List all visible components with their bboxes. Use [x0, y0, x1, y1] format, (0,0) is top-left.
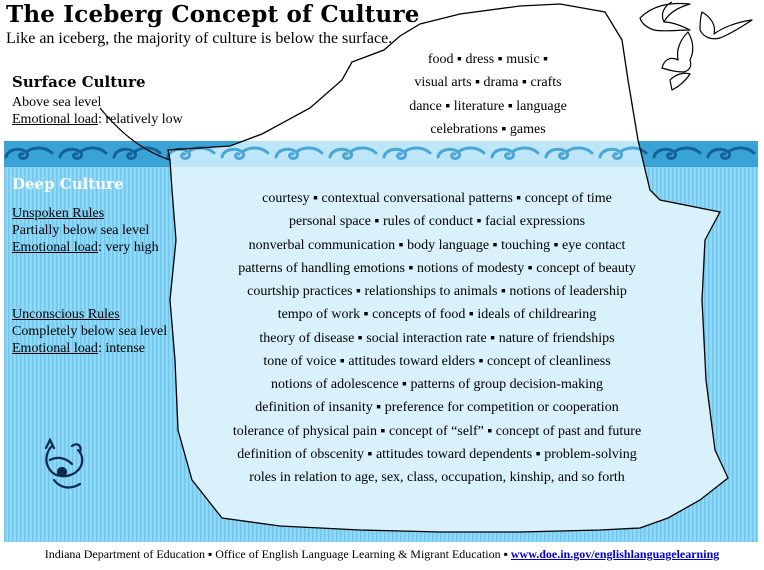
unspoken-level-text: Partially below sea level	[12, 223, 150, 238]
page-title: The Iceberg Concept of Culture	[6, 1, 420, 28]
deep-culture-heading: Deep Culture	[12, 175, 124, 193]
deep-item-row: definition of insanity ▪ preference for competition or cooperation	[255, 400, 619, 416]
surface-emotional-load	[12, 111, 183, 128]
unspoken-load-label: Emotional load	[12, 240, 98, 255]
surface-culture-list	[388, 48, 588, 141]
seagull-icon	[640, 2, 690, 31]
surface-level-text: Above sea level	[12, 95, 102, 110]
unspoken-emotional-load	[12, 239, 159, 256]
seagull-icon	[662, 32, 693, 90]
deep-item-row: tolerance of physical pain ▪ concept of “self” ▪ concept of past and future	[232, 423, 642, 439]
page-subtitle: Like an iceberg, the majority of culture is below the surface.	[6, 30, 393, 47]
surface-item-row: celebrations ▪ games	[430, 121, 546, 137]
unconscious-load-label: Emotional load	[12, 341, 98, 356]
unconscious-level-text: Completely below sea level	[12, 324, 168, 339]
deep-item-row: nonverbal communication ▪ body language ▪ touching ▪ eye contact	[248, 237, 626, 253]
deep-item-row: personal space ▪ rules of conduct ▪ facial expressions	[288, 214, 586, 230]
surface-culture-heading: Surface Culture	[12, 73, 146, 91]
deep-item-row: notions of adolescence ▪ patterns of group decision-making	[271, 377, 603, 392]
unconscious-emotional-load	[12, 340, 145, 357]
surface-item-row: food ▪ dress ▪ music ▪	[427, 52, 549, 67]
deep-item-row: courtesy ▪ contextual conversational patterns ▪ concept of time	[262, 191, 612, 206]
surface-item-row: visual arts ▪ drama ▪ crafts	[414, 75, 562, 91]
deep-item-row: courtship practices ▪ relationships to animals ▪ notions of leadership	[247, 284, 627, 299]
footer	[0, 547, 764, 562]
surface-load-value: : relatively low	[97, 112, 183, 127]
deep-item-row: roles in relation to age, sex, class, occupation, kinship, and so forth	[249, 470, 625, 485]
deep-item-row: tone of voice ▪ attitudes toward elders ▪ concept of cleanliness	[263, 353, 611, 369]
deep-item-row: tempo of work ▪ concepts of food ▪ ideals of childrearing	[277, 307, 597, 323]
surface-load-label: Emotional load	[12, 112, 98, 127]
unconscious-rules-title: Unconscious Rules	[12, 307, 120, 322]
deep-item-row: theory of disease ▪ social interaction rate ▪ nature of friendships	[259, 330, 615, 346]
doe-website-link[interactable]: www.doe.in.gov/englishlanguagelearning	[510, 547, 720, 561]
unspoken-load-value: : very high	[97, 240, 159, 255]
unspoken-rules-title: Unspoken Rules	[12, 206, 105, 221]
deep-culture-list	[196, 187, 678, 489]
unconscious-load-value: : intense	[97, 341, 145, 356]
surface-item-row: dance ▪ literature ▪ language	[409, 98, 567, 114]
seagull-icon	[700, 12, 752, 39]
deep-item-row: definition of obscenity ▪ attitudes toward dependents ▪ problem-solving	[237, 446, 637, 462]
footer-text: Indiana Department of Education ▪ Office of English Language Learning & Migrant Education ▪	[44, 547, 511, 561]
deep-item-row: patterns of handling emotions ▪ notions of modesty ▪ concept of beauty	[238, 260, 636, 276]
